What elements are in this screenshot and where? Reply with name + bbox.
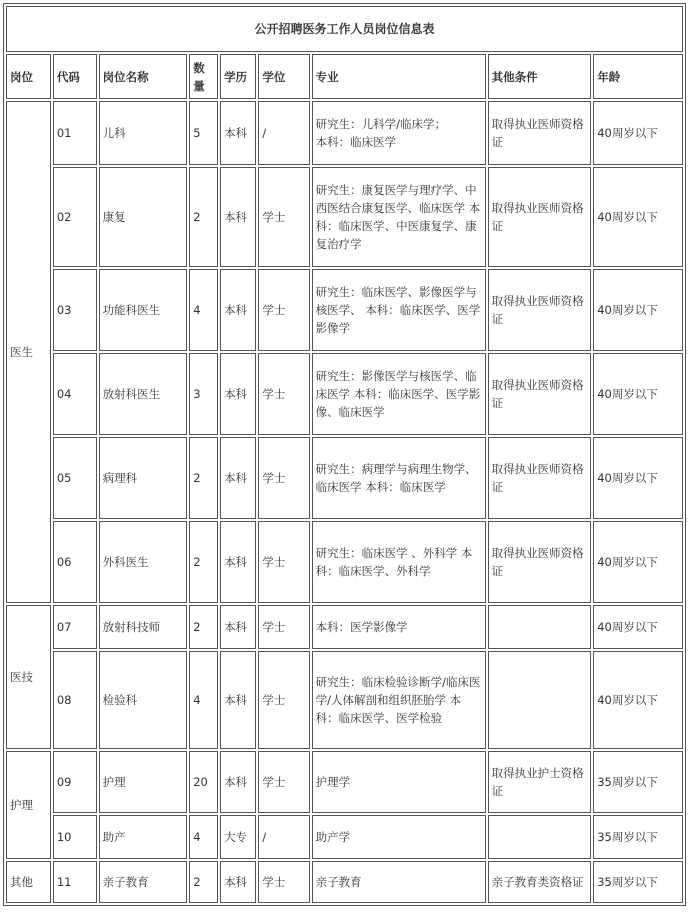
group-nursing: 护理 (6, 751, 51, 859)
header-major: 专业 (312, 54, 486, 99)
header-degree: 学位 (258, 54, 309, 99)
cell-age: 35周岁以下 (593, 861, 683, 903)
cell-conditions (488, 651, 592, 749)
cell-age: 40周岁以下 (593, 437, 683, 519)
cell-code: 04 (53, 353, 97, 435)
cell-education: 本科 (220, 521, 256, 603)
cell-major: 研究生：临床医学 、外科学 本科：临床医学、外科学 (312, 521, 486, 603)
cell-post-name: 外科医生 (99, 521, 188, 603)
cell-code: 10 (53, 815, 97, 859)
cell-major: 研究生：病理学与病理生物学、临床医学 本科：临床医学 (312, 437, 486, 519)
table-row (6, 861, 683, 903)
cell-age: 40周岁以下 (593, 521, 683, 603)
cell-major: 研究生：影像医学与核医学、临床医学 本科：临床医学、医学影像、临床医学 (312, 353, 486, 435)
cell-major: 研究生：临床检验诊断学/临床医学/人体解剖和组织胚胎学 本科：临床医学、医学检验 (312, 651, 486, 749)
cell-code: 05 (53, 437, 97, 519)
cell-degree: 学士 (258, 437, 309, 519)
cell-conditions: 取得执业医师资格证 (488, 269, 592, 351)
cell-code: 07 (53, 605, 97, 649)
header-other-conditions: 其他条件 (488, 54, 592, 99)
cell-education: 本科 (220, 751, 256, 813)
header-row (6, 54, 683, 99)
cell-code: 01 (53, 101, 97, 165)
cell-age: 40周岁以下 (593, 651, 683, 749)
cell-degree: / (258, 101, 309, 165)
cell-post-name: 护理 (99, 751, 188, 813)
cell-post-name: 病理科 (99, 437, 188, 519)
cell-degree: 学士 (258, 269, 309, 351)
cell-conditions: 取得执业护士资格证 (488, 751, 592, 813)
cell-age: 35周岁以下 (593, 815, 683, 859)
cell-age: 40周岁以下 (593, 353, 683, 435)
cell-degree: 学士 (258, 167, 309, 267)
cell-degree: 学士 (258, 353, 309, 435)
cell-education: 本科 (220, 651, 256, 749)
cell-count: 2 (189, 167, 218, 267)
cell-education: 本科 (220, 861, 256, 903)
header-count: 数量 (189, 54, 218, 99)
cell-education: 本科 (220, 269, 256, 351)
group-doctor: 医生 (6, 101, 51, 603)
table-row (6, 353, 683, 435)
cell-conditions: 取得执业医师资格证 (488, 353, 592, 435)
cell-major: 护理学 (312, 751, 486, 813)
cell-code: 08 (53, 651, 97, 749)
cell-post-name: 功能科医生 (99, 269, 188, 351)
cell-code: 02 (53, 167, 97, 267)
cell-education: 本科 (220, 353, 256, 435)
cell-education: 本科 (220, 437, 256, 519)
cell-count: 4 (189, 269, 218, 351)
table-row (6, 167, 683, 267)
cell-count: 4 (189, 815, 218, 859)
cell-conditions (488, 605, 592, 649)
cell-degree: 学士 (258, 751, 309, 813)
cell-code: 06 (53, 521, 97, 603)
group-other: 其他 (6, 861, 51, 903)
cell-conditions: 取得执业医师资格证 (488, 437, 592, 519)
cell-major: 助产学 (312, 815, 486, 859)
cell-major: 研究生：康复医学与理疗学、中西医结合康复医学、临床医学 本科：临床医学、中医康复学、康复治疗学 (312, 167, 486, 267)
cell-degree: 学士 (258, 861, 309, 903)
cell-conditions: 取得执业医师资格证 (488, 101, 592, 165)
table-row (6, 101, 683, 165)
cell-education: 大专 (220, 815, 256, 859)
table-row (6, 269, 683, 351)
cell-degree: / (258, 815, 309, 859)
header-post-name: 岗位名称 (99, 54, 188, 99)
cell-count: 2 (189, 605, 218, 649)
table-row (6, 815, 683, 859)
cell-code: 03 (53, 269, 97, 351)
cell-post-name: 检验科 (99, 651, 188, 749)
cell-conditions: 亲子教育类资格证 (488, 861, 592, 903)
cell-conditions: 取得执业医师资格证 (488, 521, 592, 603)
table-row (6, 605, 683, 649)
cell-count: 4 (189, 651, 218, 749)
cell-major: 本科：医学影像学 (312, 605, 486, 649)
table-row (6, 751, 683, 813)
cell-age: 35周岁以下 (593, 751, 683, 813)
header-post: 岗位 (6, 54, 51, 99)
cell-age: 40周岁以下 (593, 101, 683, 165)
cell-education: 本科 (220, 605, 256, 649)
cell-count: 5 (189, 101, 218, 165)
cell-code: 09 (53, 751, 97, 813)
cell-count: 2 (189, 521, 218, 603)
cell-education: 本科 (220, 101, 256, 165)
table-row (6, 651, 683, 749)
cell-post-name: 儿科 (99, 101, 188, 165)
cell-post-name: 康复 (99, 167, 188, 267)
cell-major: 亲子教育 (312, 861, 486, 903)
table-row (6, 437, 683, 519)
cell-post-name: 放射科医生 (99, 353, 188, 435)
cell-conditions: 取得执业医师资格证 (488, 167, 592, 267)
job-info-table (3, 3, 686, 906)
table-title: 公开招聘医务工作人员岗位信息表 (6, 6, 683, 52)
cell-age: 40周岁以下 (593, 167, 683, 267)
cell-count: 2 (189, 437, 218, 519)
cell-major: 研究生：临床医学、影像医学与核医学、 本科：临床医学、医学影像学 (312, 269, 486, 351)
cell-post-name: 放射科技师 (99, 605, 188, 649)
cell-count: 2 (189, 861, 218, 903)
cell-conditions (488, 815, 592, 859)
cell-degree: 学士 (258, 605, 309, 649)
cell-post-name: 助产 (99, 815, 188, 859)
header-code: 代码 (53, 54, 97, 99)
cell-education: 本科 (220, 167, 256, 267)
cell-degree: 学士 (258, 651, 309, 749)
cell-major: 研究生：儿科学/临床学； 本科：临床医学 (312, 101, 486, 165)
cell-post-name: 亲子教育 (99, 861, 188, 903)
header-education: 学历 (220, 54, 256, 99)
cell-code: 11 (53, 861, 97, 903)
cell-age: 40周岁以下 (593, 269, 683, 351)
cell-count: 3 (189, 353, 218, 435)
header-age: 年龄 (593, 54, 683, 99)
table-row (6, 521, 683, 603)
cell-degree: 学士 (258, 521, 309, 603)
cell-age: 40周岁以下 (593, 605, 683, 649)
group-tech: 医技 (6, 605, 51, 749)
cell-count: 20 (189, 751, 218, 813)
